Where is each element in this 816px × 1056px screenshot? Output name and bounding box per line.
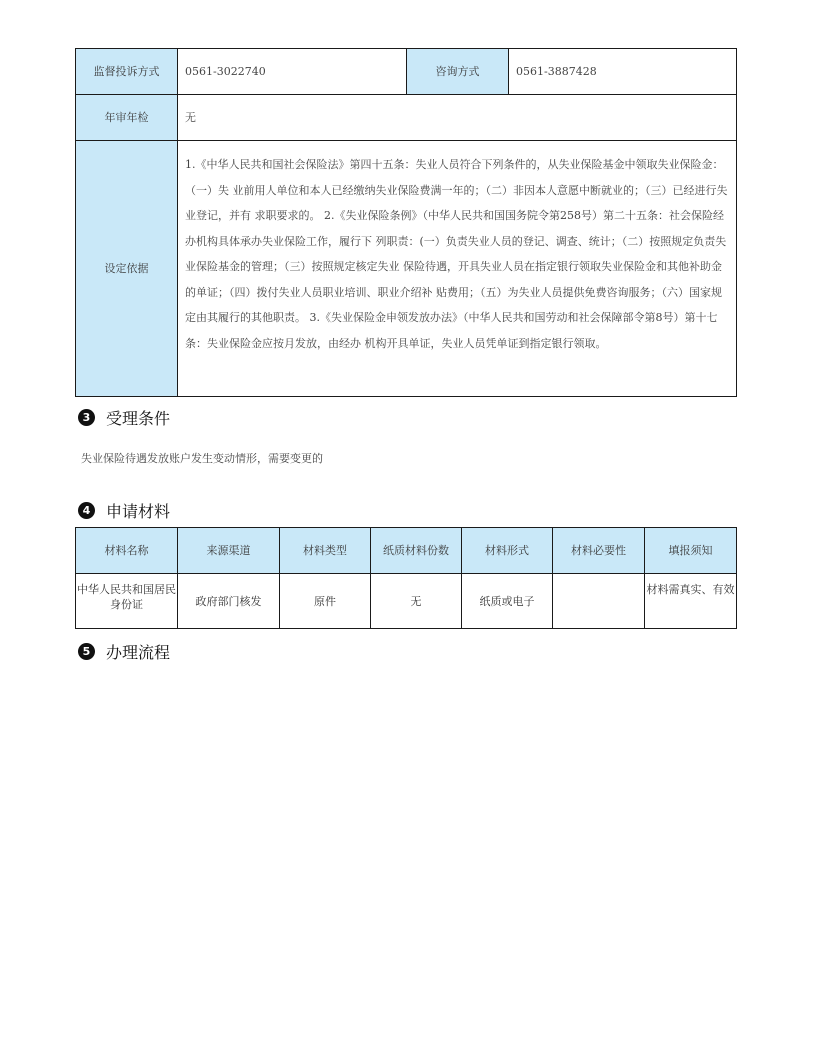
table-cell: 纸质或电子 — [462, 574, 553, 629]
annual-value: 无 — [178, 95, 737, 141]
table-cell: 政府部门核发 — [178, 574, 280, 629]
table-cell: 中华人民共和国居民身份证 — [76, 574, 178, 629]
column-header: 材料必要性 — [553, 528, 645, 574]
annual-label: 年审年检 — [76, 95, 178, 141]
section-acceptance-heading — [78, 406, 170, 429]
column-header: 填报须知 — [645, 528, 737, 574]
column-header: 材料形式 — [462, 528, 553, 574]
complaint-value: 0561-3022740 — [178, 49, 407, 95]
info-table — [75, 48, 737, 397]
consult-value: 0561-3887428 — [509, 49, 737, 95]
section-title: 申请材料 — [106, 502, 171, 521]
annual-row — [76, 95, 737, 141]
basis-value: 1.《中华人民共和国社会保险法》第四十五条：失业人员符合下列条件的，从失业保险基金中领取失业保险金：（一）失 业前用人单位和本人已经缴纳失业保险费满一年的；（二）非因本人意愿中断就业的；（三）已经进行失业登记，并有 求职要求的。 2.《失业保险条例》（中华人民共和国国务院令第258号）第二十五条：社会保险经办机构具体承办失业保险工作，履行下 列职责：(一）负责失业人员的登记、调查、统计；（二）按照规定负责失业保险基金的管理；（三）按照规定核定失业 保险待遇，开具失业人员在指定银行领取失业保险金和其他补助金的单证；（四）拨付失业人员职业培训、职业介绍补 贴费用；（五）为失业人员提供免费咨询服务；（六）国家规定由其履行的其他职责。 3.《失业保险金申领发放办法》（中华人民共和国劳动和社会保障部令第8号）第十七条：失业保险金应按月发放，由经办 机构开具单证，失业人员凭单证到指定银行领取。 — [178, 141, 737, 397]
basis-label: 设定依据 — [76, 141, 178, 397]
acceptance-text: 失业保险待遇发放账户发生变动情形，需要变更的 — [81, 452, 323, 465]
section-title: 受理条件 — [106, 409, 171, 428]
contact-row — [76, 49, 737, 95]
column-header: 材料类型 — [280, 528, 371, 574]
materials-header-row — [76, 528, 737, 574]
materials-table — [75, 527, 737, 629]
table-row — [76, 574, 737, 629]
number-5-icon: 5 — [78, 643, 95, 660]
section-title: 办理流程 — [106, 643, 171, 662]
column-header: 纸质材料份数 — [371, 528, 462, 574]
table-cell: 材料需真实、有效 — [645, 574, 737, 629]
consult-label: 咨询方式 — [407, 49, 509, 95]
column-header: 来源渠道 — [178, 528, 280, 574]
basis-row — [76, 141, 737, 397]
number-4-icon: 4 — [78, 502, 95, 519]
section-materials-heading — [78, 499, 170, 522]
table-cell — [553, 574, 645, 629]
complaint-label: 监督投诉方式 — [76, 49, 178, 95]
table-cell: 原件 — [280, 574, 371, 629]
column-header: 材料名称 — [76, 528, 178, 574]
number-3-icon: 3 — [78, 409, 95, 426]
section-process-heading — [78, 640, 170, 663]
table-cell: 无 — [371, 574, 462, 629]
